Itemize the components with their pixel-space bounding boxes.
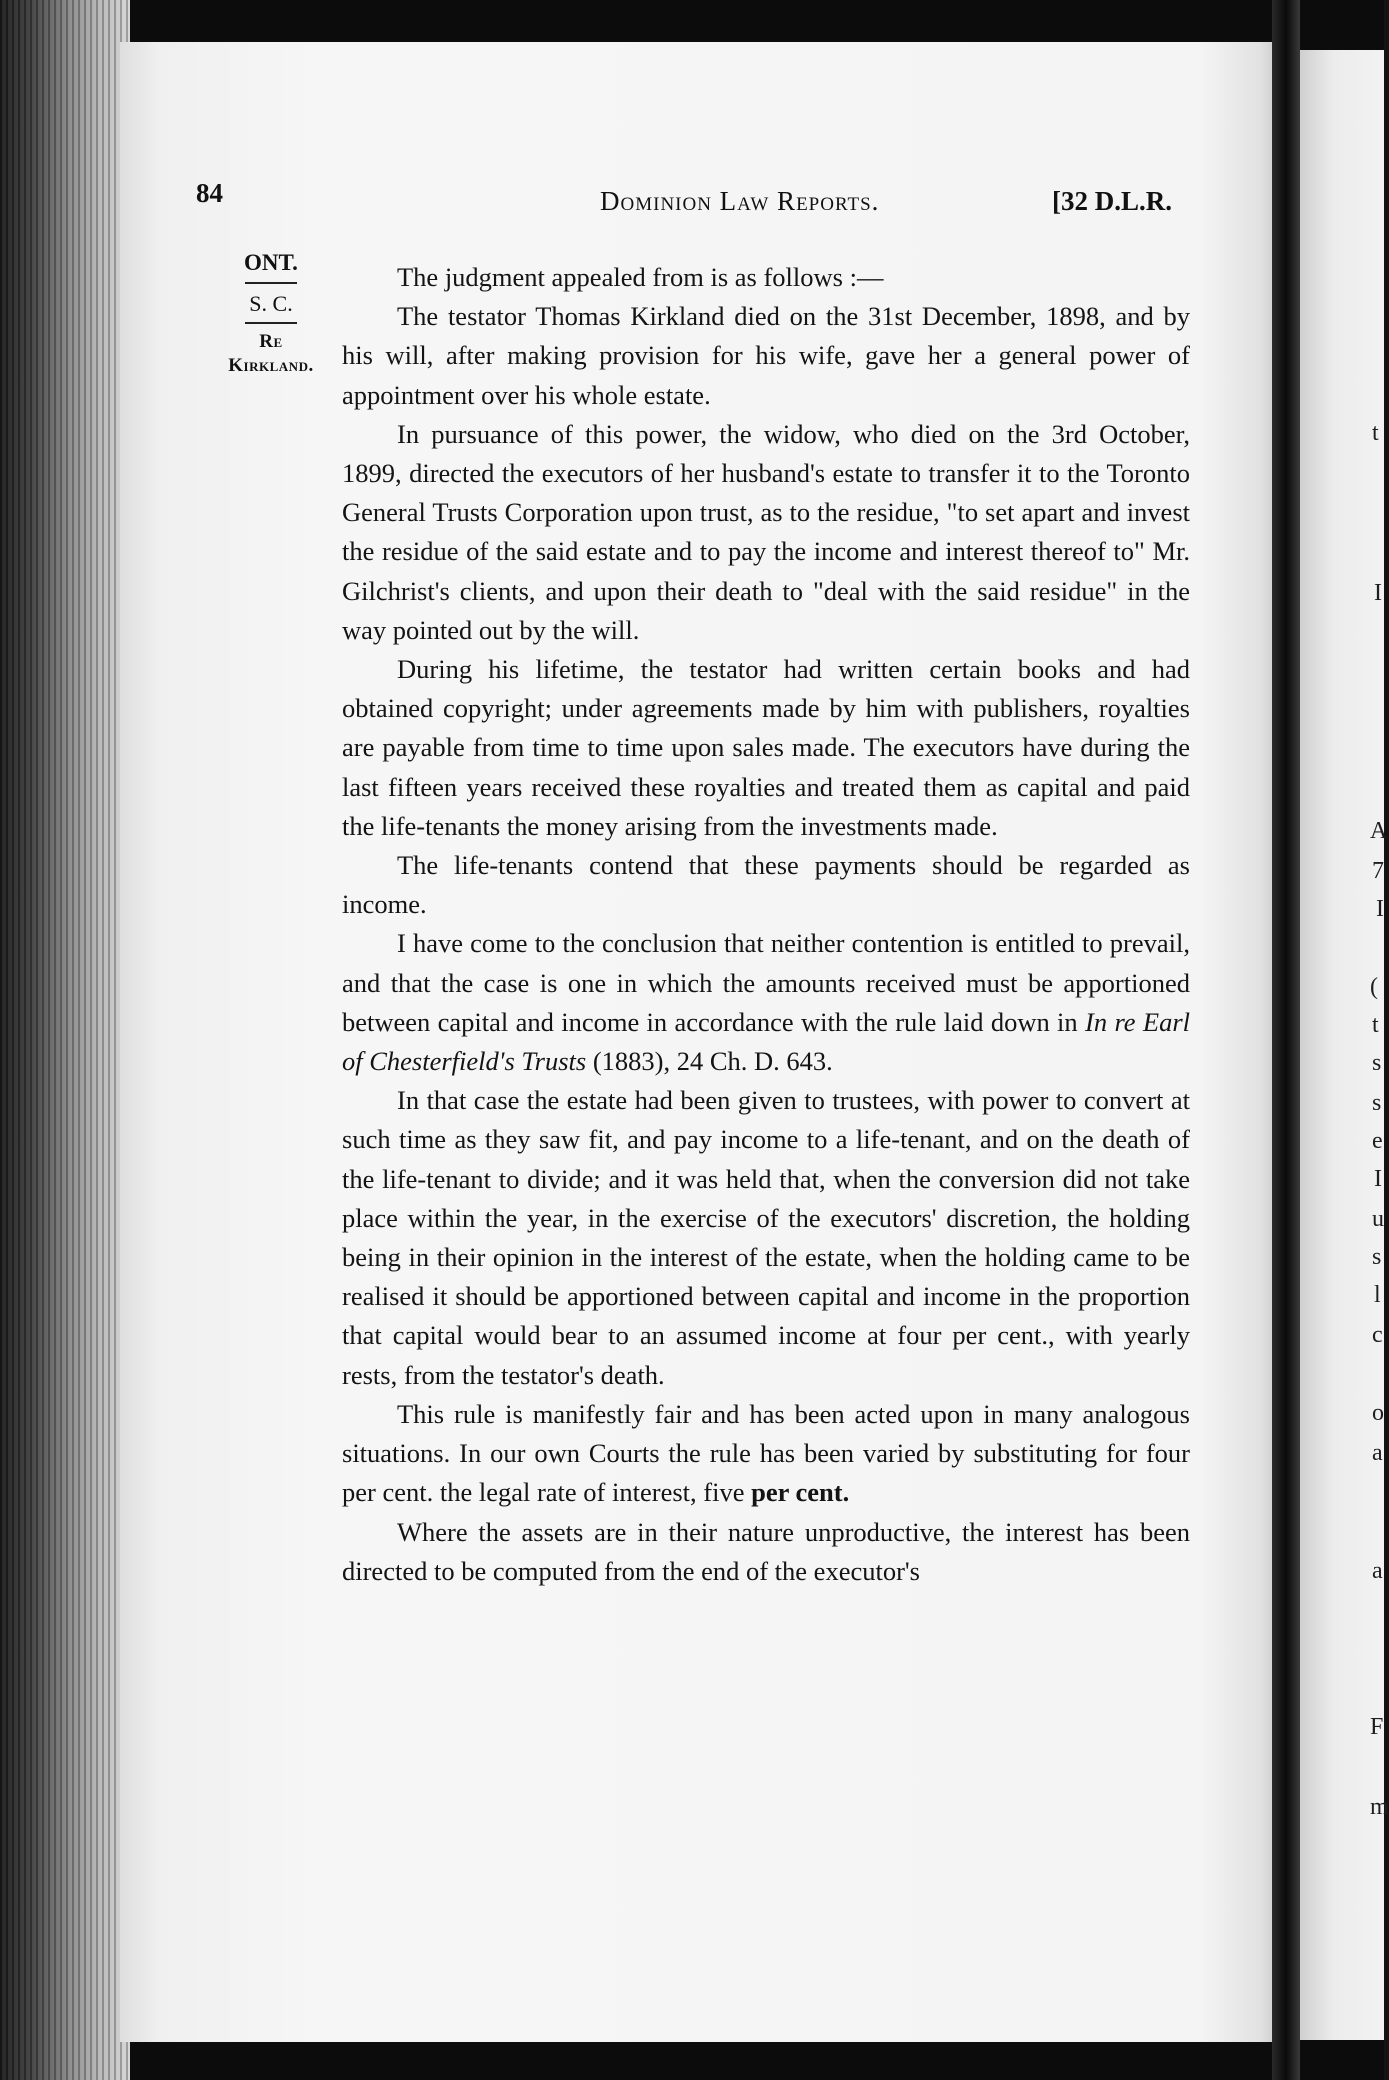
margin-notes: [210, 248, 332, 378]
facing-letter: F: [1370, 1714, 1384, 1740]
facing-letter: e: [1372, 1128, 1383, 1154]
facing-page: [1300, 50, 1384, 2040]
text-run: (1883), 24 Ch. D. 643.: [586, 1046, 833, 1077]
paragraph: The judgment appealed from is as follows :—: [397, 262, 884, 292]
volume-reference: [32 D.L.R.: [1052, 186, 1172, 216]
facing-letter: s: [1372, 1090, 1382, 1116]
margin-rule: [245, 282, 297, 284]
facing-letter: s: [1372, 1050, 1382, 1076]
body-text: [342, 258, 1190, 1591]
text-run: per cent.: [751, 1477, 850, 1508]
margin-division: S. C.: [249, 291, 293, 316]
facing-letter: m: [1370, 1794, 1389, 1820]
paragraph: Where the assets are in their nature unproductive, the interest has been directed to be computed from the end of the executor's: [342, 1516, 1190, 1586]
facing-letter: 7: [1372, 858, 1384, 884]
facing-letter: A: [1370, 818, 1388, 844]
facing-letter: u: [1372, 1206, 1384, 1232]
facing-letter: I: [1376, 896, 1384, 922]
facing-letter: a: [1372, 1440, 1383, 1466]
margin-case-line2: Kirkland.: [228, 355, 314, 376]
page-number: 84: [196, 178, 223, 208]
text-run: I have come to the conclusion that neither contention is entitled to prevail, and that the case is one in which the amounts received must be apportioned between capital and income in accordance with the rule laid down in: [342, 928, 1190, 1037]
facing-letter: I: [1374, 580, 1382, 606]
case-citation: In re Earl of Chesterfield's Trusts: [342, 1006, 1191, 1077]
facing-letter: c: [1372, 1322, 1383, 1348]
paragraph: In pursuance of this power, the widow, who died on the 3rd October, 1899, directed the executors of her husband's estate to transfer it to the Toronto General Trusts Corporation upon trust, as to the residue, "to set apart and invest the residue of the said estate and to pay the income and interest thereof to" Mr. Gilchrist's clients, and upon their death to "deal with the said residue" in the way pointed out by the will.: [342, 418, 1190, 645]
facing-letter: I: [1374, 1166, 1382, 1192]
facing-letter: t: [1372, 420, 1379, 446]
paragraph: During his lifetime, the testator had written certain books and had obtained copyright; under agreements made by him with publishers, royalties are payable from time to time upon sales made. The executors have during the last fifteen years received these royalties and treated them as capital and paid the life-tenants the money arising from the investments made.: [342, 654, 1190, 841]
book-gutter: [1272, 0, 1300, 2080]
paragraph: [342, 924, 1190, 1081]
margin-court: ONT.: [244, 250, 298, 275]
running-title: Dominion Law Reports.: [600, 186, 880, 216]
paragraph: The life-tenants contend that these payments should be regarded as income.: [342, 850, 1190, 920]
facing-letter: o: [1372, 1400, 1384, 1426]
facing-letter: s: [1372, 1244, 1382, 1270]
facing-letter: (: [1370, 974, 1378, 1000]
paragraph: In that case the estate had been given to trustees, with power to convert at such time as they saw fit, and pay income to a life-tenant, and on the death of the life-tenant to divide; and it was held that, when the conversion did not take place within the year, in the exercise of the executors' discretion, the holding being in their opinion in the interest of the estate, when the holding came to be realised it should be apportioned between capital and income in the proportion that capital would bear to an assumed income at four per cent., with yearly rests, from the testator's death.: [342, 1085, 1190, 1390]
facing-letter: l: [1374, 1282, 1381, 1308]
margin-rule: [245, 322, 297, 324]
facing-letter: a: [1372, 1558, 1383, 1584]
text-run: This rule is manifestly fair and has been acted upon in many analogous situations. In our own Courts the rule has been varied by substituting for four per cent. the legal rate of interest, five: [342, 1398, 1190, 1508]
paragraph: The testator Thomas Kirkland died on the 31st December, 1898, and by his will, after making provision for his wife, gave her a general power of appointment over his whole estate.: [342, 301, 1190, 410]
paragraph: [342, 1395, 1190, 1513]
page-stack-edge: [0, 0, 130, 2080]
margin-case-line1: Re: [259, 331, 283, 352]
facing-letter: t: [1372, 1012, 1379, 1038]
